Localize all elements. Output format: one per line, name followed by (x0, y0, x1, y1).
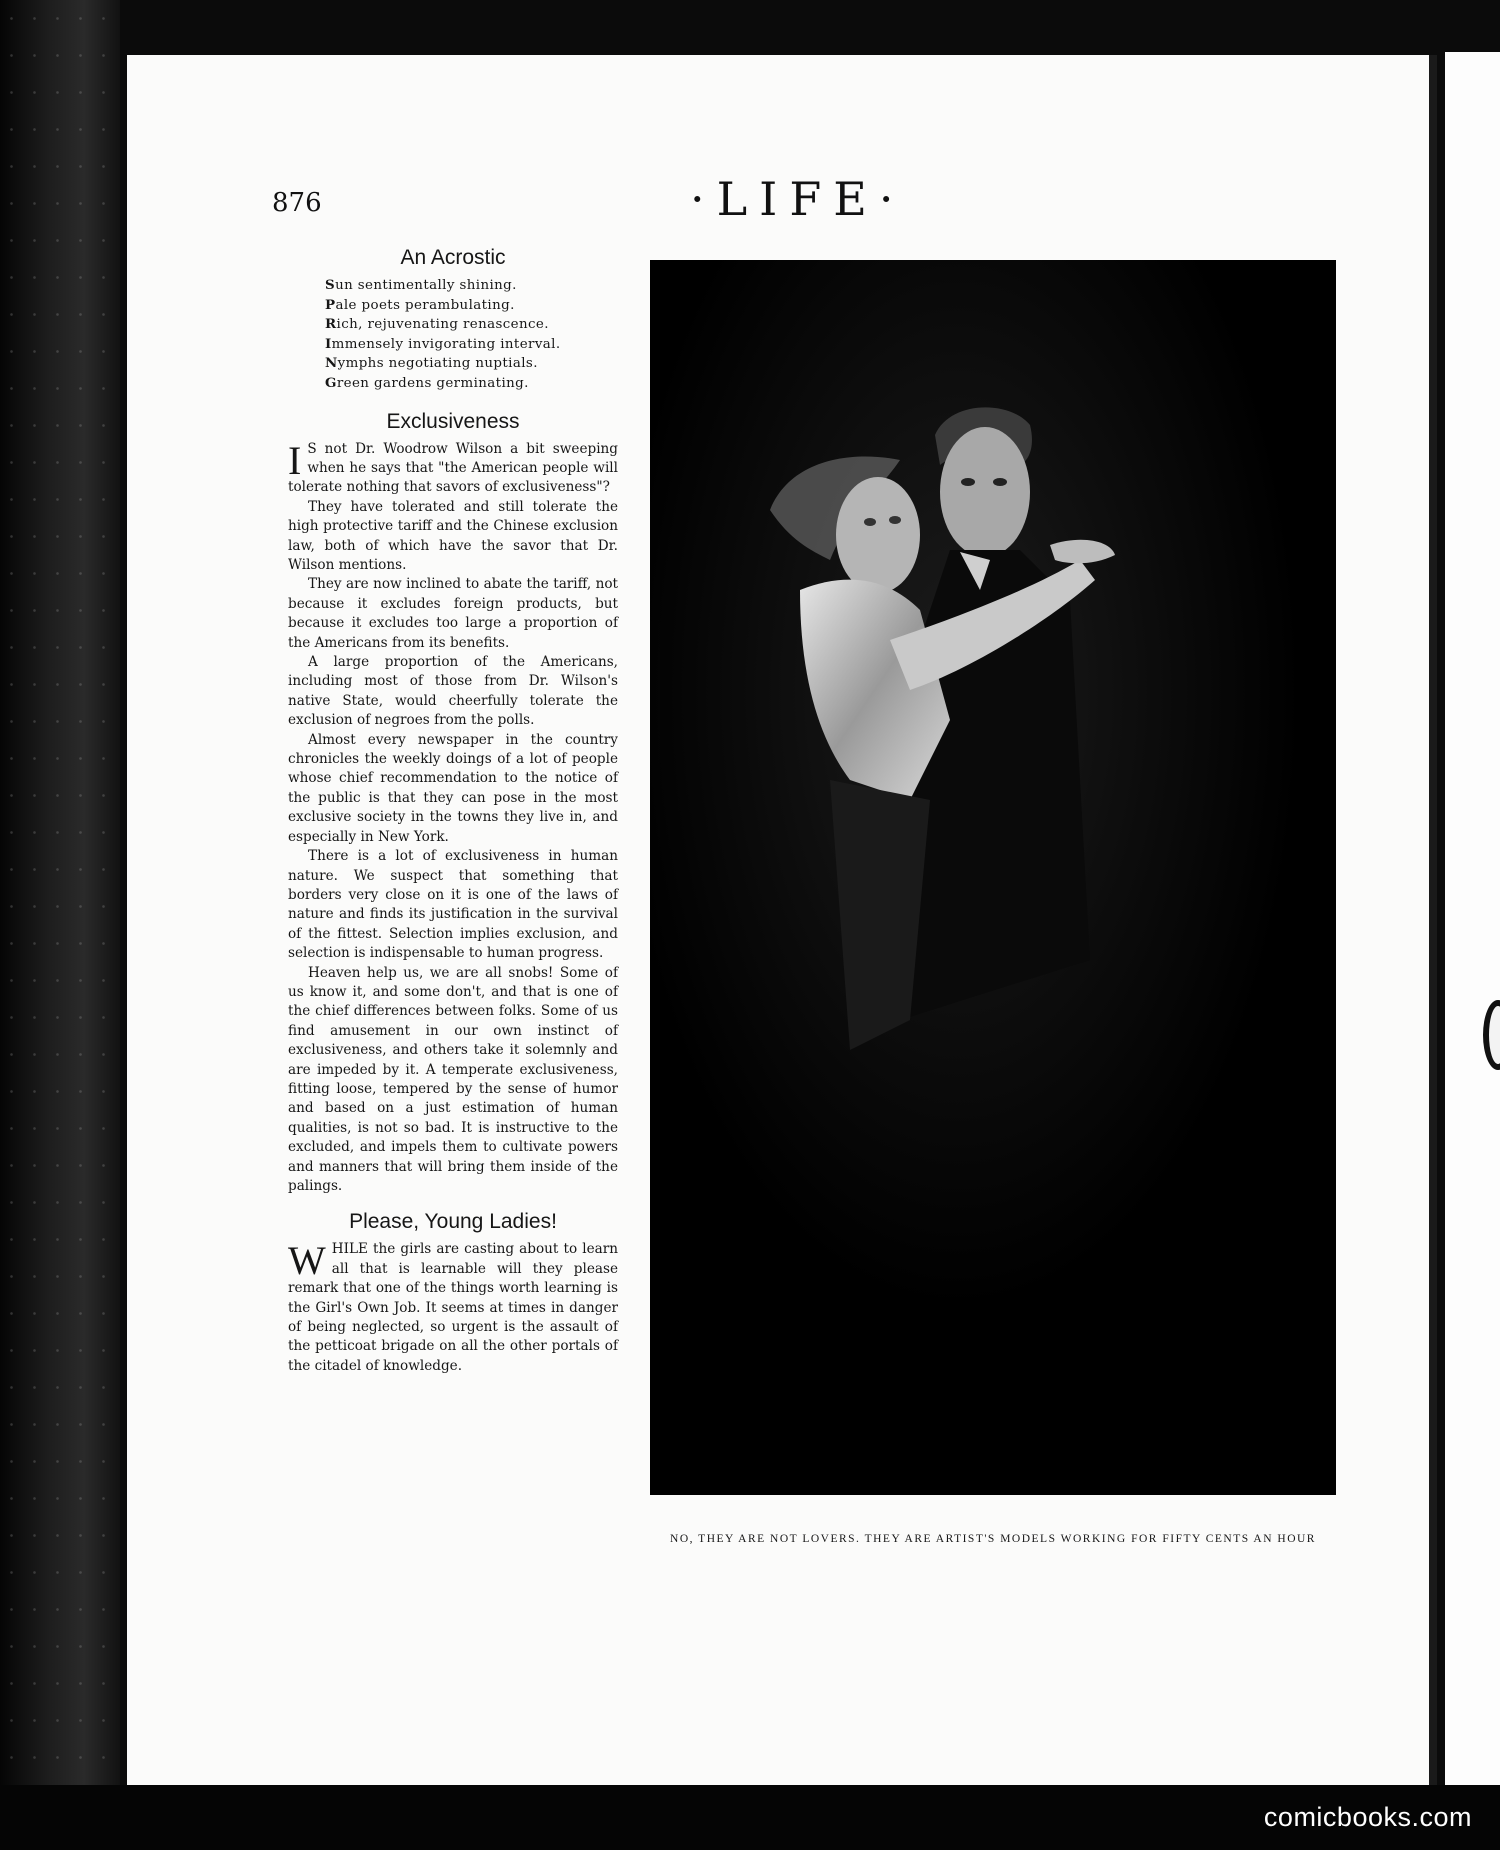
young-ladies-article (288, 1240, 618, 1376)
text-column (288, 246, 618, 1376)
acrostic-line: Pale poets perambulating. (325, 296, 515, 313)
article-paragraph: They have tolerated and still tolerate the high protective tariff and the Chinese exclusion law, both of which have the savor that Dr. Wilson mentions. (288, 498, 618, 573)
article-paragraph: A large proportion of the Americans, including most of those from Dr. Wilson's native State, would cheerfully tolerate the exclusion of negroes from the polls. (288, 654, 618, 729)
article-paragraph: Heaven help us, we are all snobs! Some of us know it, and some don't, and that is one of the chief differences between folks. Some of us find amusement in our own instinct of exclusiveness, and others take it solemnly and are impeded by it. A temperate exclusiveness, fitting loose, tempered by the sense of humor and based on a just estimation of human qualities, is not so bad. It is instructive to the excluded, and impels them to cultivate powers and manners that will bring them inside of the palings. (288, 964, 618, 1194)
acrostic-line: Sun sentimentally shining. (325, 277, 517, 293)
acrostic-poem (325, 276, 618, 394)
acrostic-title: An Acrostic (400, 246, 506, 269)
exclusiveness-article (288, 437, 618, 1197)
drop-cap: W (288, 1238, 326, 1284)
article-paragraph: I S not Dr. Woodrow Wilson a bit sweeping when he says that "the American people will tolerate nothing that savors of exclusiveness"? (288, 437, 618, 496)
illustration-embracing-couple (650, 260, 1336, 1495)
next-page-edge (1445, 52, 1500, 1792)
article-paragraph: WHILE the girls are casting about to learn all that is learnable will they please remark that one of the things worth learning is the Girl's Own Job. It seems at times in danger of being neglected, so urgent is the assault of the petticoat brigade on all the other portals of the citadel of knowledge. (288, 1238, 618, 1374)
binding-texture (0, 0, 120, 1850)
acrostic-line: Green gardens germinating. (325, 374, 529, 391)
illustration-caption: NO, THEY ARE NOT LOVERS. THEY ARE ARTIST'S MODELS WORKING FOR FIFTY CENTS AN HOUR (670, 1533, 1316, 1545)
page-number: 876 (272, 188, 322, 218)
article-paragraph: Almost every newspaper in the country chronicles the weekly doings of a lot of people whose chief recommendation to the notice of the public is that they can pose in the most exclusive society in the towns they live in, and especially in New York. (288, 731, 618, 845)
exclusiveness-title: Exclusiveness (386, 409, 520, 433)
acrostic-line: Rich, rejuvenating renascence. (325, 316, 549, 333)
acrostic-line: Immensely invigorating interval. (325, 335, 561, 352)
article-paragraph: They are now inclined to abate the tariff, not because it excludes foreign products, but because it excludes too large a proportion of the Americans from its benefits. (288, 576, 618, 651)
masthead: ·LIFE· (690, 172, 906, 226)
drop-cap: I (288, 437, 302, 483)
young-ladies-title: Please, Young Ladies! (349, 1210, 557, 1234)
article-paragraph: There is a lot of exclusiveness in human nature. We suspect that something that borders very close on it is one of the laws of nature and finds its justification in the survival of the fittest. Selection implies exclusion, and selection is indispensable to human progress. (288, 848, 618, 962)
watermark-text: comicbooks.com (1263, 1802, 1472, 1832)
illustration-artwork (650, 260, 1336, 1495)
acrostic-line: Nymphs negotiating nuptials. (325, 355, 538, 372)
